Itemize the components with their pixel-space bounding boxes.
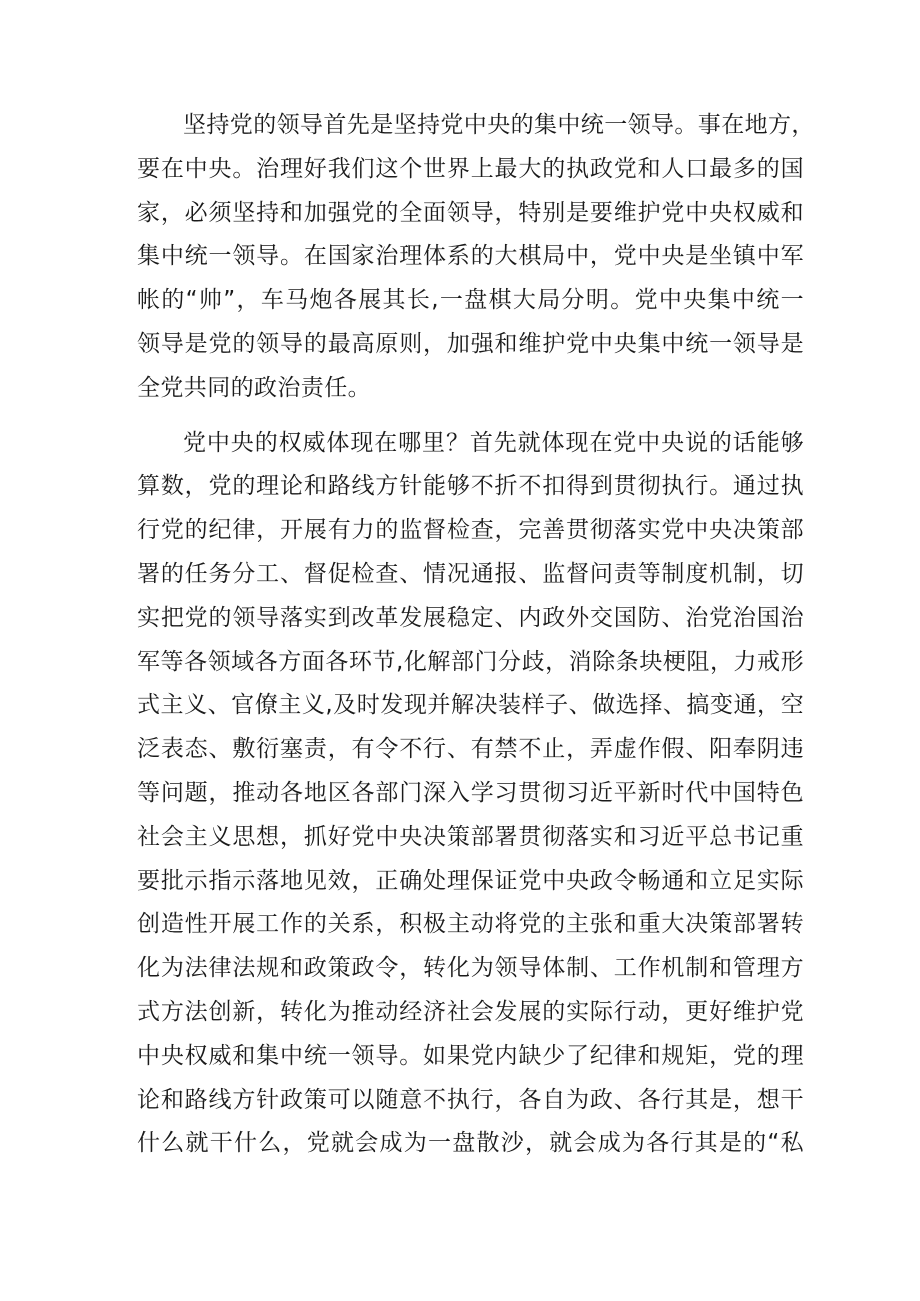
text-line: 什么就干什么，党就会成为一盘散沙，就会成为各行其是的“私 [137, 1130, 804, 1157]
text-line: 家，必须坚持和加强党的全面领导，特别是要维护党中央权威和 [137, 199, 804, 226]
text-line: 中央权威和集中统一领导。如果党内缺少了纪律和规矩，党的理 [137, 1042, 804, 1069]
text-line: 署的任务分工、督促检查、情况通报、监督问责等制度机制，切 [137, 560, 804, 587]
text-line: 党中央的权威体现在哪里？首先就体现在党中央说的话能够 [183, 429, 804, 456]
text-line: 领导是党的领导的最高原则，加强和维护党中央集中统一领导是 [137, 330, 804, 357]
text-line: 泛表态、敷衍塞责，有令不行、有禁不止，弄虚作假、阳奉阴违 [137, 736, 804, 763]
paragraph-1 [137, 104, 815, 411]
text-line: 社会主义思想，抓好党中央决策部署贯彻落实和习近平总书记重 [137, 823, 804, 850]
text-line: 集中统一领导。在国家治理体系的大棋局中，党中央是坐镇中军 [137, 243, 804, 270]
text-line: 化为法律法规和政策政令，转化为领导体制、工作机制和管理方 [137, 955, 804, 982]
text-line: 等问题，推动各地区各部门深入学习贯彻习近平新时代中国特色 [137, 779, 804, 806]
text-line: 创造性开展工作的关系，积极主动将党的主张和重大决策部署转 [137, 911, 804, 938]
text-line: 坚持党的领导首先是坚持党中央的集中统一领导。事在地方， [183, 112, 815, 138]
text-line: 军等各领域各方面各环节,化解部门分歧，消除条块梗阻，力戒形 [137, 648, 804, 675]
text-line: 论和路线方针政策可以随意不执行，各自为政、各行其是，想干 [137, 1086, 804, 1113]
paragraph-2 [137, 422, 804, 1167]
text-line: 要批示指示落地见效，正确处理保证党中央政令畅通和立足实际 [137, 867, 804, 894]
text-line: 行党的纪律，开展有力的监督检查，完善贯彻落实党中央决策部 [137, 517, 804, 544]
text-line: 算数，党的理论和路线方针能够不折不扣得到贯彻执行。通过执 [137, 473, 804, 500]
text-line: 帐的“帅”，车马炮各展其长,一盘棋大局分明。党中央集中统一 [137, 287, 804, 314]
text-line: 实把党的领导落实到改革发展稳定、内政外交国防、治党治国治 [137, 604, 804, 631]
text-line: 要在中央。治理好我们这个世界上最大的执政党和人口最多的国 [137, 155, 804, 182]
text-line: 全党共同的政治责任。 [137, 374, 371, 401]
text-line: 式方法创新，转化为推动经济社会发展的实际行动，更好维护党 [137, 998, 804, 1025]
text-line: 式主义、官僚主义,及时发现并解决装样子、做选择、搞变通，空 [137, 692, 804, 719]
